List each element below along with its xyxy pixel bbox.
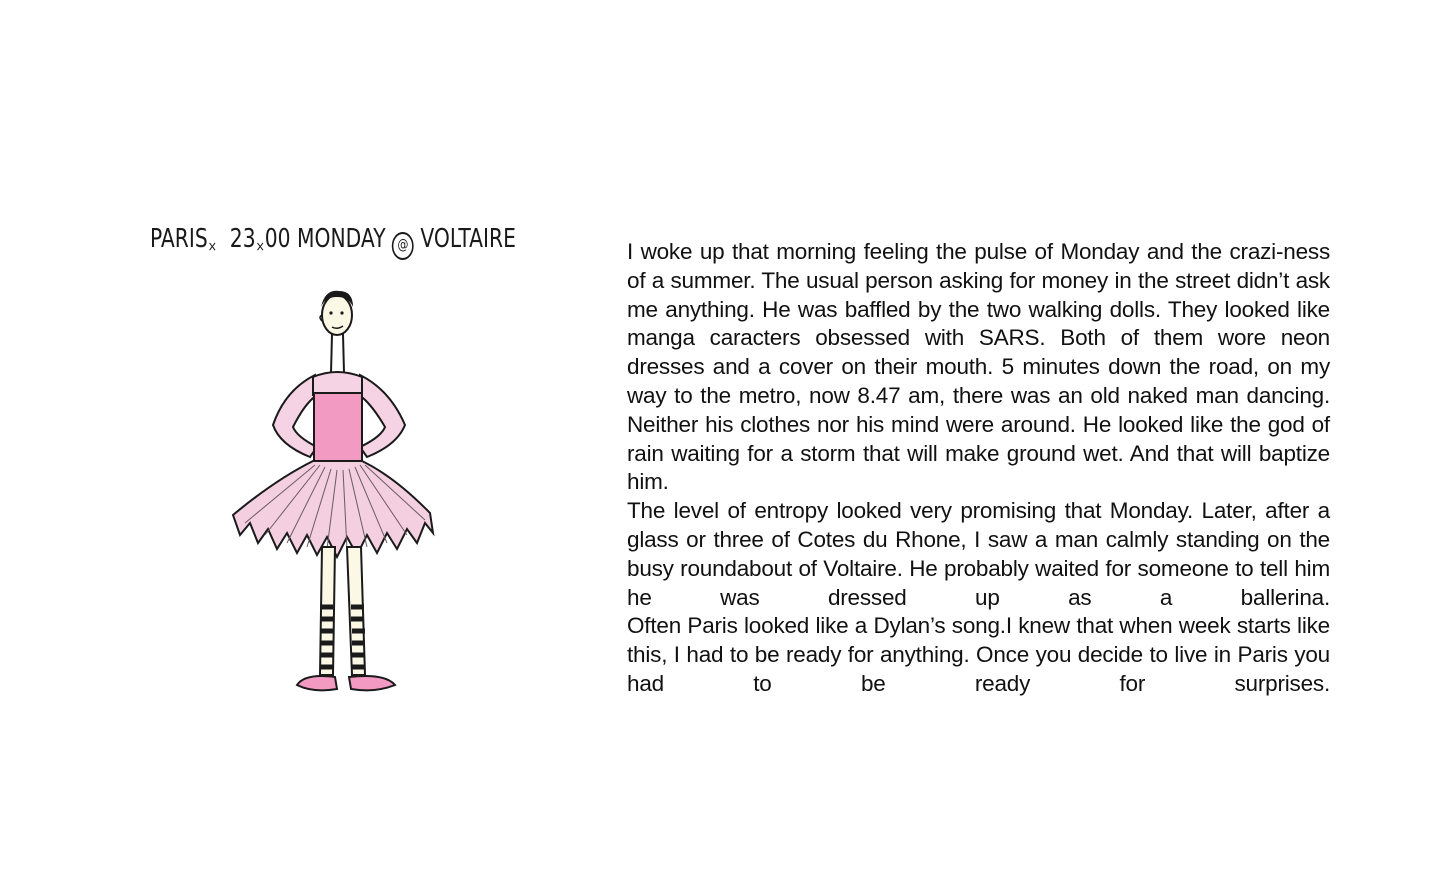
story-paragraph-3: Often Paris looked like a Dylan’s song.I knew that when week starts like this, I had to be ready for anything. Once you decide to live in Paris you had to be ready for surprises.	[627, 613, 1330, 696]
story-paragraph-2: The level of entropy looked very promising that Monday. Later, after a glass or three of Cotes du Rhone, I saw a man calmly standing on the busy roundabout of Voltaire. He probably waited for someone to tell him he was dressed up as a ballerina.	[627, 498, 1330, 610]
story-text	[627, 238, 1330, 699]
bodice	[314, 393, 362, 461]
head	[320, 291, 353, 335]
caption-city: PARIS	[150, 224, 208, 254]
caption-time-day: 00 MONDAY	[264, 224, 386, 254]
right-arm	[359, 375, 405, 457]
ballerina-man-drawing	[225, 285, 440, 700]
tutu	[233, 461, 433, 557]
legs	[320, 547, 365, 675]
left-arm	[273, 375, 317, 457]
story-paragraph-1: I woke up that morning feeling the pulse of Monday and the crazi-ness of a summer. The usual person asking for money in the street didn’t ask me anything. He was baffled by the two walking dolls. They looked like manga caracters obsessed with SARS. Both of them wore neon dresses and a cover on their mouth. 5 minutes down the road, on my way to the metro, now 8.47 am, there was an old naked man dancing. Neither his clothes nor his mind were around. He looked like the god of rain waiting for a storm that will make ground wet. And that will baptize him.	[627, 239, 1330, 495]
neck	[331, 334, 344, 373]
caption-time-hour: 23	[229, 224, 256, 254]
shirt	[313, 372, 362, 395]
caption-at-icon: @	[392, 232, 414, 260]
caption-separator-1: ×	[207, 239, 217, 255]
caption-place: VOLTAIRE	[420, 224, 516, 254]
shoes	[297, 676, 395, 690]
illustration-caption	[150, 224, 516, 260]
caption-separator-2: ×	[255, 239, 265, 255]
